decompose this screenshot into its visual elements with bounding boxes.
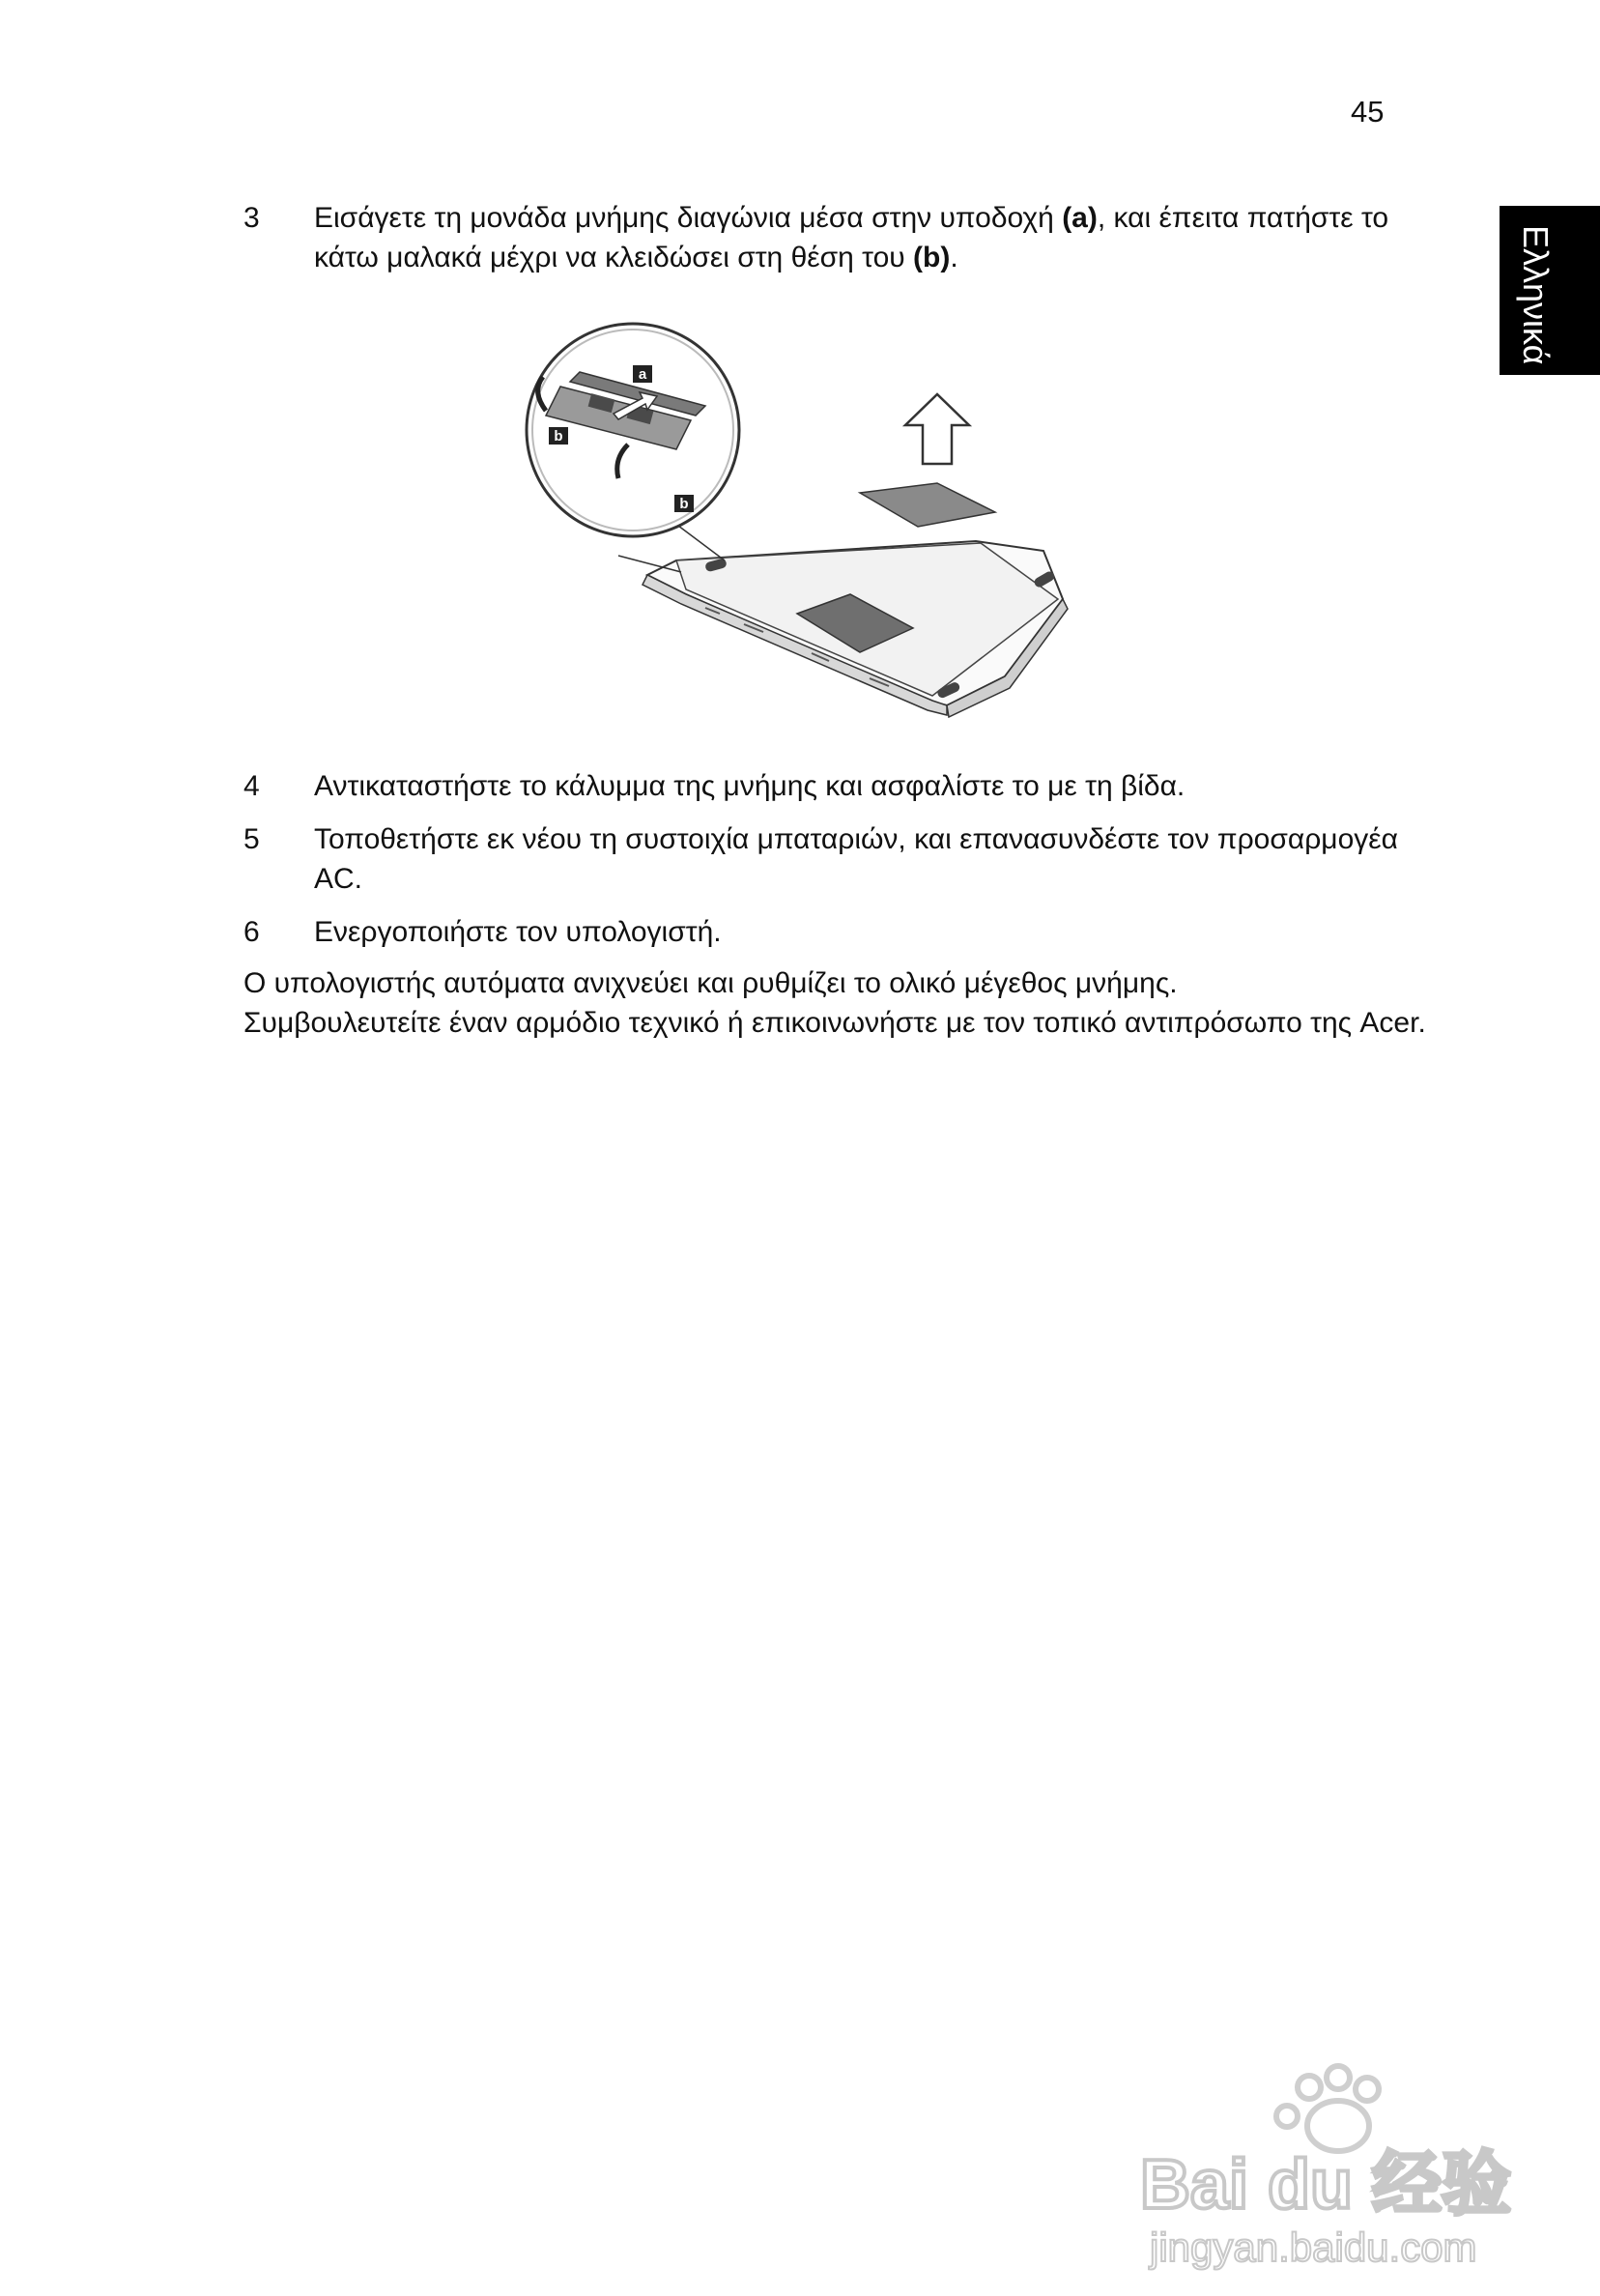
language-tab <box>1500 206 1600 375</box>
language-tab-label: Ελληνικά <box>1516 225 1556 365</box>
slot-reference-b: (b) <box>913 242 951 273</box>
slot-reference-a: (a) <box>1062 202 1098 234</box>
label-b-left: b <box>554 428 563 445</box>
closing-line: Συμβουλευτείτε έναν αρμόδιο τεχνικό ή επικοινωνήστε με τον τοπικό αντιπρόσωπο της Acer. <box>243 1007 1426 1039</box>
step-text: Αντικαταστήστε το κάλυμμα της μνήμης και ασφαλίστε το με τη βίδα. <box>314 770 1186 802</box>
step-text: Τοποθετήστε εκ νέου τη συστοιχία μπαταριών, και επανασυνδέστε τον προσαρμογέα AC. <box>314 823 1398 895</box>
label-a: a <box>638 366 647 383</box>
step-text <box>314 198 1432 277</box>
paw-icon <box>1276 2066 1379 2151</box>
baidu-jingyan-watermark <box>1121 2049 1527 2281</box>
step-text-part: Εισάγετε τη μονάδα μνήμης διαγώνια μέσα στην υποδοχή <box>314 202 1063 234</box>
memory-install-diagram <box>522 319 1121 725</box>
step-text-part: , και έπειτα πατήστε το κάτω μαλακά μέχρι να κλειδώσει στη θέση του <box>314 202 1389 273</box>
closing-line: Ο υπολογιστής αυτόματα ανιχνεύει και ρυθμίζει το ολικό μέγεθος μνήμης. <box>243 967 1178 999</box>
step-5 <box>243 819 1432 899</box>
step-text-part: . <box>950 242 958 273</box>
step-number: 6 <box>243 916 260 948</box>
watermark-logo: Bai du 经验 <box>1140 2146 1512 2224</box>
step-3 <box>243 198 1432 277</box>
closing-paragraph <box>243 963 1432 1043</box>
step-text: Ενεργοποιήστε τον υπολογιστή. <box>314 916 722 948</box>
watermark-url: jingyan.baidu.com <box>1150 2224 1477 2270</box>
step-number: 4 <box>243 770 260 802</box>
step-number: 5 <box>243 823 260 855</box>
step-4 <box>243 766 1432 806</box>
label-b-bottom: b <box>679 496 689 512</box>
magnifier-detail <box>527 324 739 536</box>
step-6 <box>243 912 1432 952</box>
page-number: 45 <box>1351 95 1385 129</box>
step-number: 3 <box>243 202 260 234</box>
